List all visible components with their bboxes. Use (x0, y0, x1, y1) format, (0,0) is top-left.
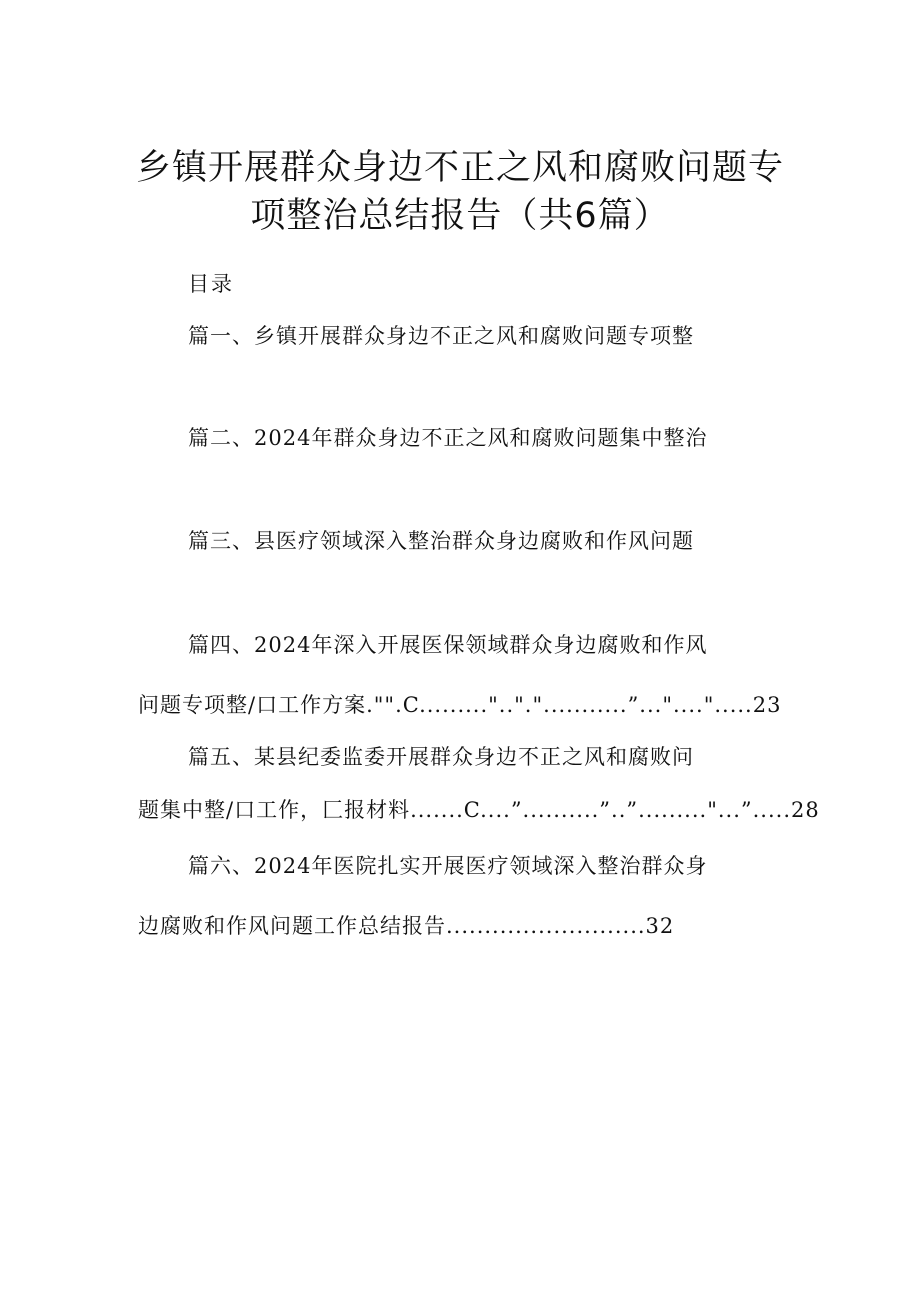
toc-entry-1: 篇一、乡镇开展群众身边不正之风和腐败问题专项整 (188, 324, 694, 348)
toc-heading: 目录 (188, 272, 234, 296)
document-title-line-2: 项整治总结报告（共6篇） (250, 196, 670, 236)
toc-entry-4-line-1: 篇四、2024年深入开展医保领域群众身边腐败和作风 (188, 633, 708, 657)
toc-entry-6-line-1: 篇六、2024年医院扎实开展医疗领域深入整治群众身 (188, 854, 708, 878)
toc-entry-3: 篇三、县医疗领域深入整治群众身边腐败和作风问题 (188, 529, 694, 553)
toc-entry-6-line-2: 边腐败和作风问题工作总结报告..........................32 (138, 914, 675, 938)
toc-entry-5-line-1: 篇五、某县纪委监委开展群众身边不正之风和腐败问 (188, 745, 694, 769)
toc-entry-2: 篇二、2024年群众身边不正之风和腐败问题集中整治 (188, 426, 708, 450)
toc-entry-5-line-2: 题集中整/口工作，匚报材料.......C....”..........”..”........."...”.....28 (138, 798, 820, 822)
toc-entry-4-line-2: 问题专项整/口工作方案."".C.........".."."...........”..."....".....23 (138, 693, 782, 717)
document-title-line-1: 乡镇开展群众身边不正之风和腐败问题专 (135, 148, 784, 188)
